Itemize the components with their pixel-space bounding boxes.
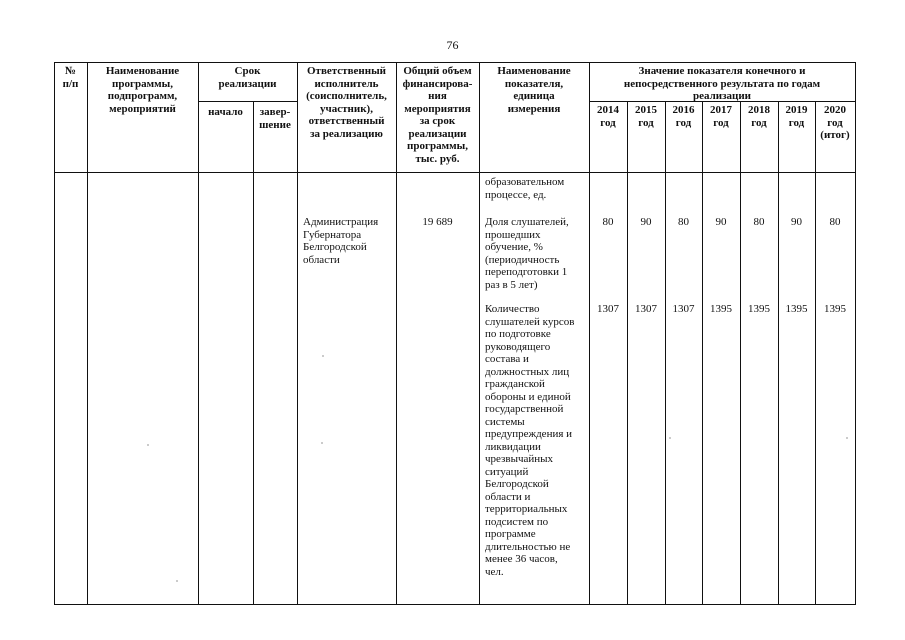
indicator-value: 80 (678, 216, 689, 228)
header-year-5: 2018 год (748, 104, 770, 129)
column-rule-3 (253, 101, 254, 605)
indicator-value: 1307 (635, 303, 657, 315)
funding-amount: 19 689 (422, 216, 453, 228)
column-rule-0 (54, 62, 55, 605)
column-rule-10 (702, 101, 703, 605)
header-year-1: 2014 год (597, 104, 619, 129)
indicator-value: 1395 (824, 303, 846, 315)
header-year-3: 2016 год (672, 104, 695, 129)
header-year-2: 2015 год (635, 104, 657, 129)
column-rule-1 (87, 62, 88, 605)
column-rule-4 (297, 62, 298, 605)
header-name: Наименование программы, подпрограмм, мероприятий (105, 65, 180, 115)
scan-speck (322, 355, 324, 357)
indicator-value: 1307 (672, 303, 695, 315)
indicator-value: 80 (829, 216, 841, 228)
scan-speck (147, 444, 149, 446)
header-values-title: Значение показателя конечного и непосредственного результата по годам реализации (623, 65, 821, 102)
header-year-4: 2017 год (710, 104, 732, 129)
header-bottom-border (54, 172, 856, 173)
scan-speck (846, 437, 848, 439)
column-rule-11 (740, 101, 741, 605)
header-responsible: Ответственный исполнитель (соисполнитель, участник), ответственный за реализацию (306, 65, 387, 140)
header-period: Срок реализации (218, 65, 277, 90)
scan-speck (321, 442, 323, 444)
indicator-value: 90 (791, 216, 802, 228)
header-funding: Общий объем финансирова- ния мероприятия за срок реализации программы, тыс. руб. (402, 65, 473, 165)
column-rule-14 (855, 62, 856, 605)
table-bottom-border (54, 604, 856, 605)
indicator-value: 1395 (785, 303, 808, 315)
column-rule-7 (589, 62, 590, 605)
table-top-border (54, 62, 856, 63)
period-subheader-rule (198, 101, 297, 102)
header-start: начало (208, 106, 243, 118)
column-rule-8 (627, 101, 628, 605)
header-num: № п/п (62, 65, 79, 90)
header-year-6: 2019 год (785, 104, 808, 129)
header-year-7: 2020 год (итог) (820, 104, 850, 141)
column-rule-9 (665, 101, 666, 605)
responsible-executor: Администрация Губернатора Белгородской области (303, 216, 379, 266)
indicator-value: 1395 (748, 303, 770, 315)
page-number: 76 (446, 38, 459, 52)
indicator-name: Количество слушателей курсов по подготовке руководящего состава и должностных лиц гражданской обороны и единой государственной системы предупреждения и ликвидации чрезвычайных ситуаций Белгородской области и территориальных подсистем по программе длительностью не менее 36 часов, чел. (485, 303, 575, 578)
indicator-value: 80 (602, 216, 614, 228)
indicator-value: 80 (753, 216, 765, 228)
header-indicator: Наименование показателя, единица измерения (497, 65, 571, 115)
scan-speck (176, 580, 178, 582)
column-rule-2 (198, 62, 199, 605)
indicator-value: 90 (640, 216, 652, 228)
indicator-value: 90 (715, 216, 727, 228)
column-rule-12 (778, 101, 779, 605)
column-rule-6 (479, 62, 480, 605)
continuation-text: образовательном процессе, ед. (485, 176, 565, 201)
header-end: завер- шение (259, 106, 291, 131)
scan-speck (669, 437, 671, 439)
indicator-value: 1395 (710, 303, 732, 315)
indicator-name: Доля слушателей, прошедших обучение, % (периодичность переподготовки 1 раз в 5 лет) (485, 216, 569, 291)
column-rule-13 (815, 101, 816, 605)
indicator-value: 1307 (597, 303, 619, 315)
